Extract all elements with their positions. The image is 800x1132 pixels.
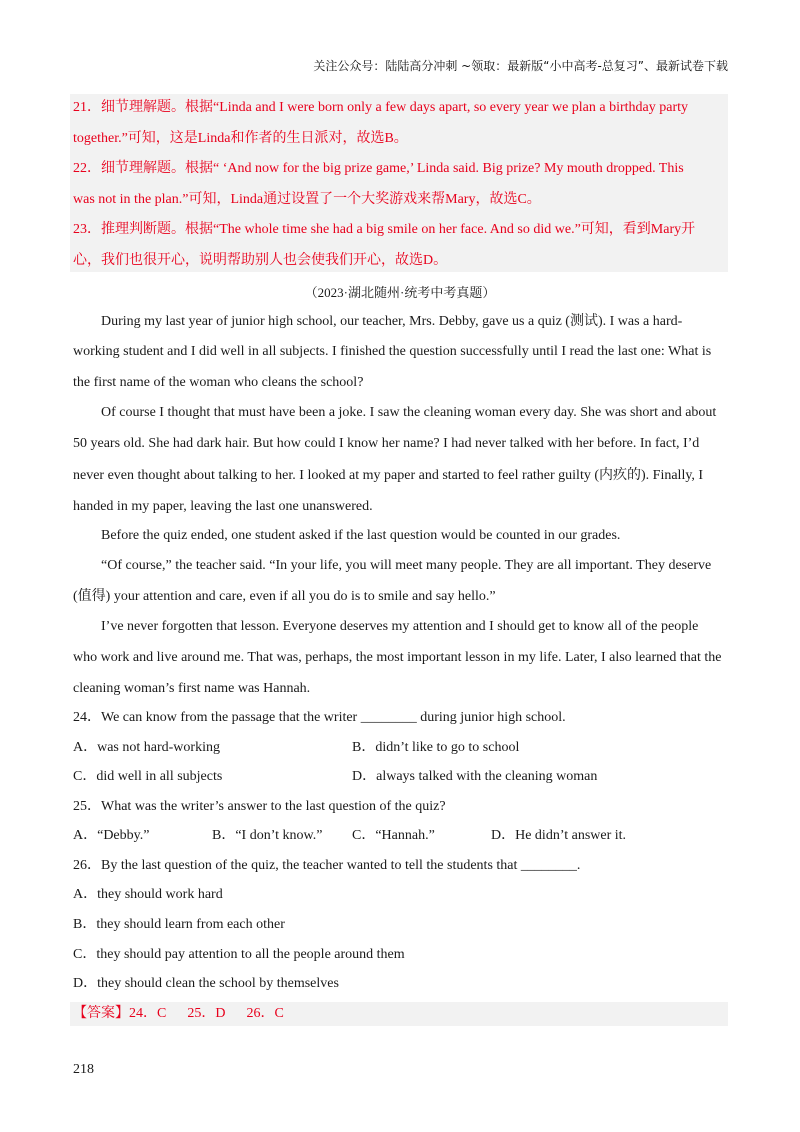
- passage-line: working student and I did well in all subjects. I finished the question successfully until I read the last one: What is: [73, 344, 712, 359]
- passage-line: who work and live around me. That was, perhaps, the most important lesson in my life. Later, I also learned that the: [73, 650, 722, 665]
- passage-line: Of course I thought that must have been a joke. I saw the cleaning woman every day. She was short and about: [101, 405, 717, 420]
- question-26-option-a: A．they should work hard: [73, 887, 223, 902]
- question-25-option-b: B．“I don’t know.”: [212, 828, 323, 843]
- explanation-line: together.”可知，这是Linda和作者的生日派对，故选B。: [73, 131, 408, 146]
- question-25-stem: 25．What was the writer’s answer to the last question of the quiz?: [73, 799, 446, 814]
- passage-line: During my last year of junior high school, our teacher, Mrs. Debby, gave us a quiz (测试). I was a hard-: [101, 314, 683, 329]
- explanation-line: 22．细节理解题。根据“ ‘And now for the big prize game,’ Linda said. Big prize? My mouth dropped. This: [73, 161, 684, 176]
- answer-label: 【答案】: [73, 1006, 129, 1021]
- explanation-line: 心，我们也很开心，说明帮助别人也会使我们开心，故选D。: [73, 253, 448, 268]
- passage-line: cleaning woman’s first name was Hannah.: [73, 681, 311, 696]
- explanation-block: [70, 94, 728, 272]
- explanation-line: was not in the plan.”可知，Linda通过设置了一个大奖游戏来帮Mary，故选C。: [73, 192, 541, 207]
- page-number: 218: [73, 1062, 94, 1077]
- question-24-option-b: B．didn’t like to go to school: [352, 740, 520, 755]
- question-24-option-d: D．always talked with the cleaning woman: [352, 769, 598, 784]
- explanation-line: 21．细节理解题。根据“Linda and I were born only a few days apart, so every year we plan a birthday party: [73, 100, 689, 115]
- passage-line: Before the quiz ended, one student asked if the last question would be counted in our grades.: [101, 528, 621, 543]
- question-25-option-c: C．“Hannah.”: [352, 828, 435, 843]
- passage-line: (值得) your attention and care, even if all you do is to smile and say hello.”: [73, 589, 496, 604]
- question-26-option-d: D．they should clean the school by themselves: [73, 976, 339, 991]
- question-25-option-a: A．“Debby.”: [73, 828, 150, 843]
- passage-line: the first name of the woman who cleans the school?: [73, 375, 364, 390]
- passage-line: handed in my paper, leaving the last one unanswered.: [73, 499, 373, 514]
- question-26-stem: 26．By the last question of the quiz, the teacher wanted to tell the students that ________.: [73, 858, 581, 873]
- question-24-option-a: A．was not hard-working: [73, 740, 220, 755]
- page-header: 关注公众号：陆陆高分冲刺 ~领取：最新版“小中高考-总复习”、最新试卷下载: [313, 59, 728, 73]
- passage-line: 50 years old. She had dark hair. But how could I know her name? I had never talked with her before. In fact, I’d: [73, 436, 700, 451]
- passage-line: “Of course,” the teacher said. “In your life, you will meet many people. They are all important. They deserve: [101, 558, 712, 573]
- question-24-stem: 24．We can know from the passage that the writer ________ during junior high school.: [73, 710, 566, 725]
- explanation-line: 23．推理判断题。根据“The whole time she had a big smile on her face. And so did we.”可知，看到Mary开: [73, 222, 696, 237]
- question-24-option-c: C．did well in all subjects: [73, 769, 223, 784]
- question-25-option-d: D．He didn’t answer it.: [491, 828, 627, 843]
- passage-line: never even thought about talking to her. I looked at my paper and started to feel rather guilty (内疚的). Finally, I: [73, 468, 704, 483]
- source-label: （2023·湖北随州·统考中考真题）: [304, 285, 496, 300]
- question-26-option-c: C．they should pay attention to all the people around them: [73, 947, 405, 962]
- question-26-option-b: B．they should learn from each other: [73, 917, 285, 932]
- answer-line: [73, 1004, 728, 1024]
- passage-line: I’ve never forgotten that lesson. Everyone deserves my attention and I should get to know all of the people: [101, 619, 699, 634]
- answer-values: 24．C 25．D 26．C: [129, 1006, 284, 1021]
